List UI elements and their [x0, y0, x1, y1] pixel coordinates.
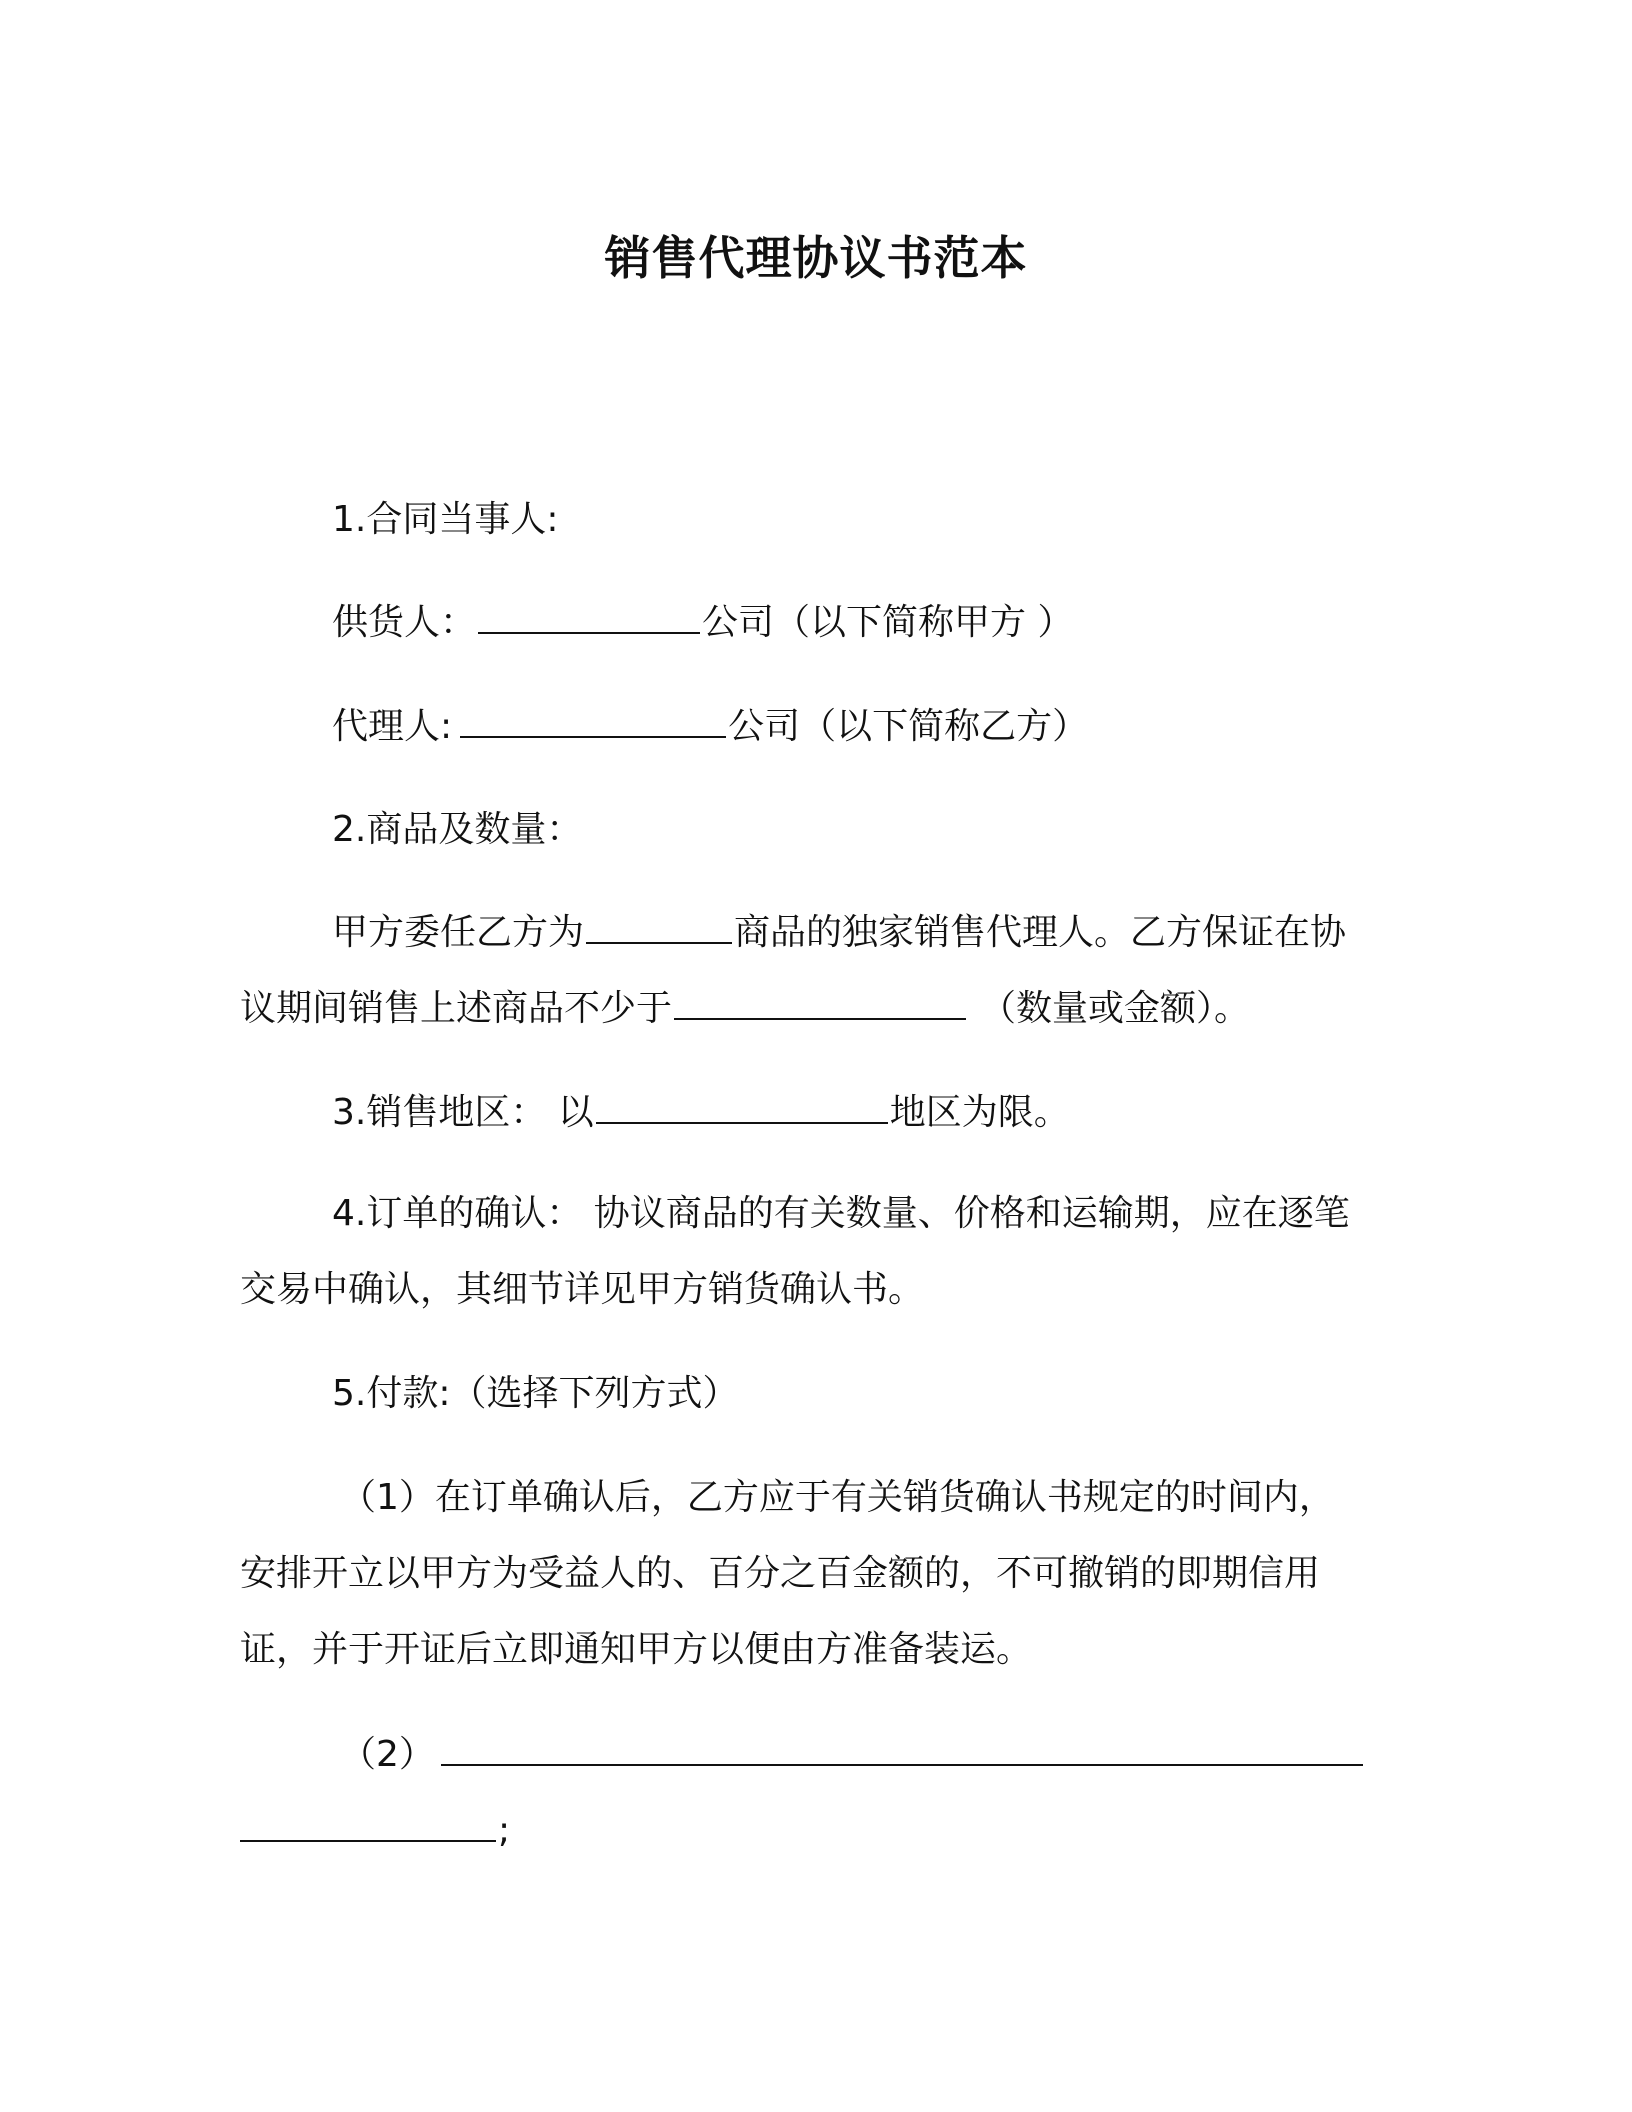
supplier-line	[332, 598, 1073, 647]
section-3-b: 地区为限。	[889, 1092, 1070, 1133]
agent-suffix: 公司（以下简称乙方）	[728, 706, 1089, 747]
section-5-item-2-line-2	[240, 1806, 510, 1855]
section-2-line-1-b: 商品的独家销售代理人。乙方保证在协	[734, 912, 1347, 953]
document-title: 销售代理协议书范本	[604, 231, 1028, 285]
section-2-line-2-b: （数量或金额）。	[980, 988, 1251, 1029]
supplier-suffix: 公司（以下简称甲方 ）	[702, 602, 1074, 643]
goods-blank	[586, 908, 732, 944]
section-5-item-1-line-2-text: 安排开立以甲方为受益人的、百分之百金额的，不可撤销的即期信用	[240, 1553, 1321, 1594]
region-blank	[596, 1088, 888, 1124]
supplier-label: 供货人：	[332, 602, 477, 643]
section-4-line-1-text: 4.订单的确认： 协议商品的有关数量、价格和运输期，应在逐笔	[332, 1193, 1350, 1234]
agent-blank	[460, 702, 726, 738]
section-1-heading	[332, 496, 558, 544]
agent-line	[332, 702, 1088, 751]
section-2-line-2	[240, 984, 1250, 1033]
section-5-item-2-label: （2）	[340, 1734, 435, 1775]
section-3-line	[332, 1088, 1070, 1137]
supplier-blank	[478, 598, 700, 634]
section-5-heading-text: 5.付款:（选择下列方式）	[332, 1373, 739, 1414]
section-5-item-2-end: ;	[498, 1810, 511, 1851]
section-4-line-1	[332, 1190, 1350, 1238]
section-5-item-1-line-3-text: 证，并于开证后立即通知甲方以便由方准备装运。	[240, 1629, 1033, 1670]
section-2-line-1	[332, 908, 1346, 957]
item-2-blank-2	[240, 1806, 496, 1842]
section-5-heading	[332, 1370, 738, 1418]
section-2-heading	[332, 806, 582, 854]
section-4-line-2	[240, 1266, 924, 1314]
section-2-line-1-a: 甲方委任乙方为	[332, 912, 585, 953]
agent-label: 代理人:	[332, 706, 453, 747]
section-5-item-1-line-1	[340, 1474, 1335, 1522]
section-2-heading-text: 2.商品及数量：	[332, 809, 583, 850]
section-2-line-2-a: 议期间销售上述商品不少于	[240, 988, 673, 1029]
section-5-item-1-line-3	[240, 1626, 1032, 1674]
section-1-heading-text: 1.合同当事人:	[332, 499, 559, 540]
section-4-line-2-text: 交易中确认，其细节详见甲方销货确认书。	[240, 1269, 925, 1310]
item-2-blank-1	[441, 1730, 1363, 1766]
section-5-item-1-line-2	[240, 1550, 1320, 1598]
quantity-blank	[674, 984, 966, 1020]
section-3-a: 3.销售地区： 以	[332, 1092, 594, 1133]
section-5-item-2-line-1	[340, 1730, 1365, 1779]
section-5-item-1-line-1-text: （1）在订单确认后，乙方应于有关销货确认书规定的时间内，	[340, 1477, 1335, 1518]
